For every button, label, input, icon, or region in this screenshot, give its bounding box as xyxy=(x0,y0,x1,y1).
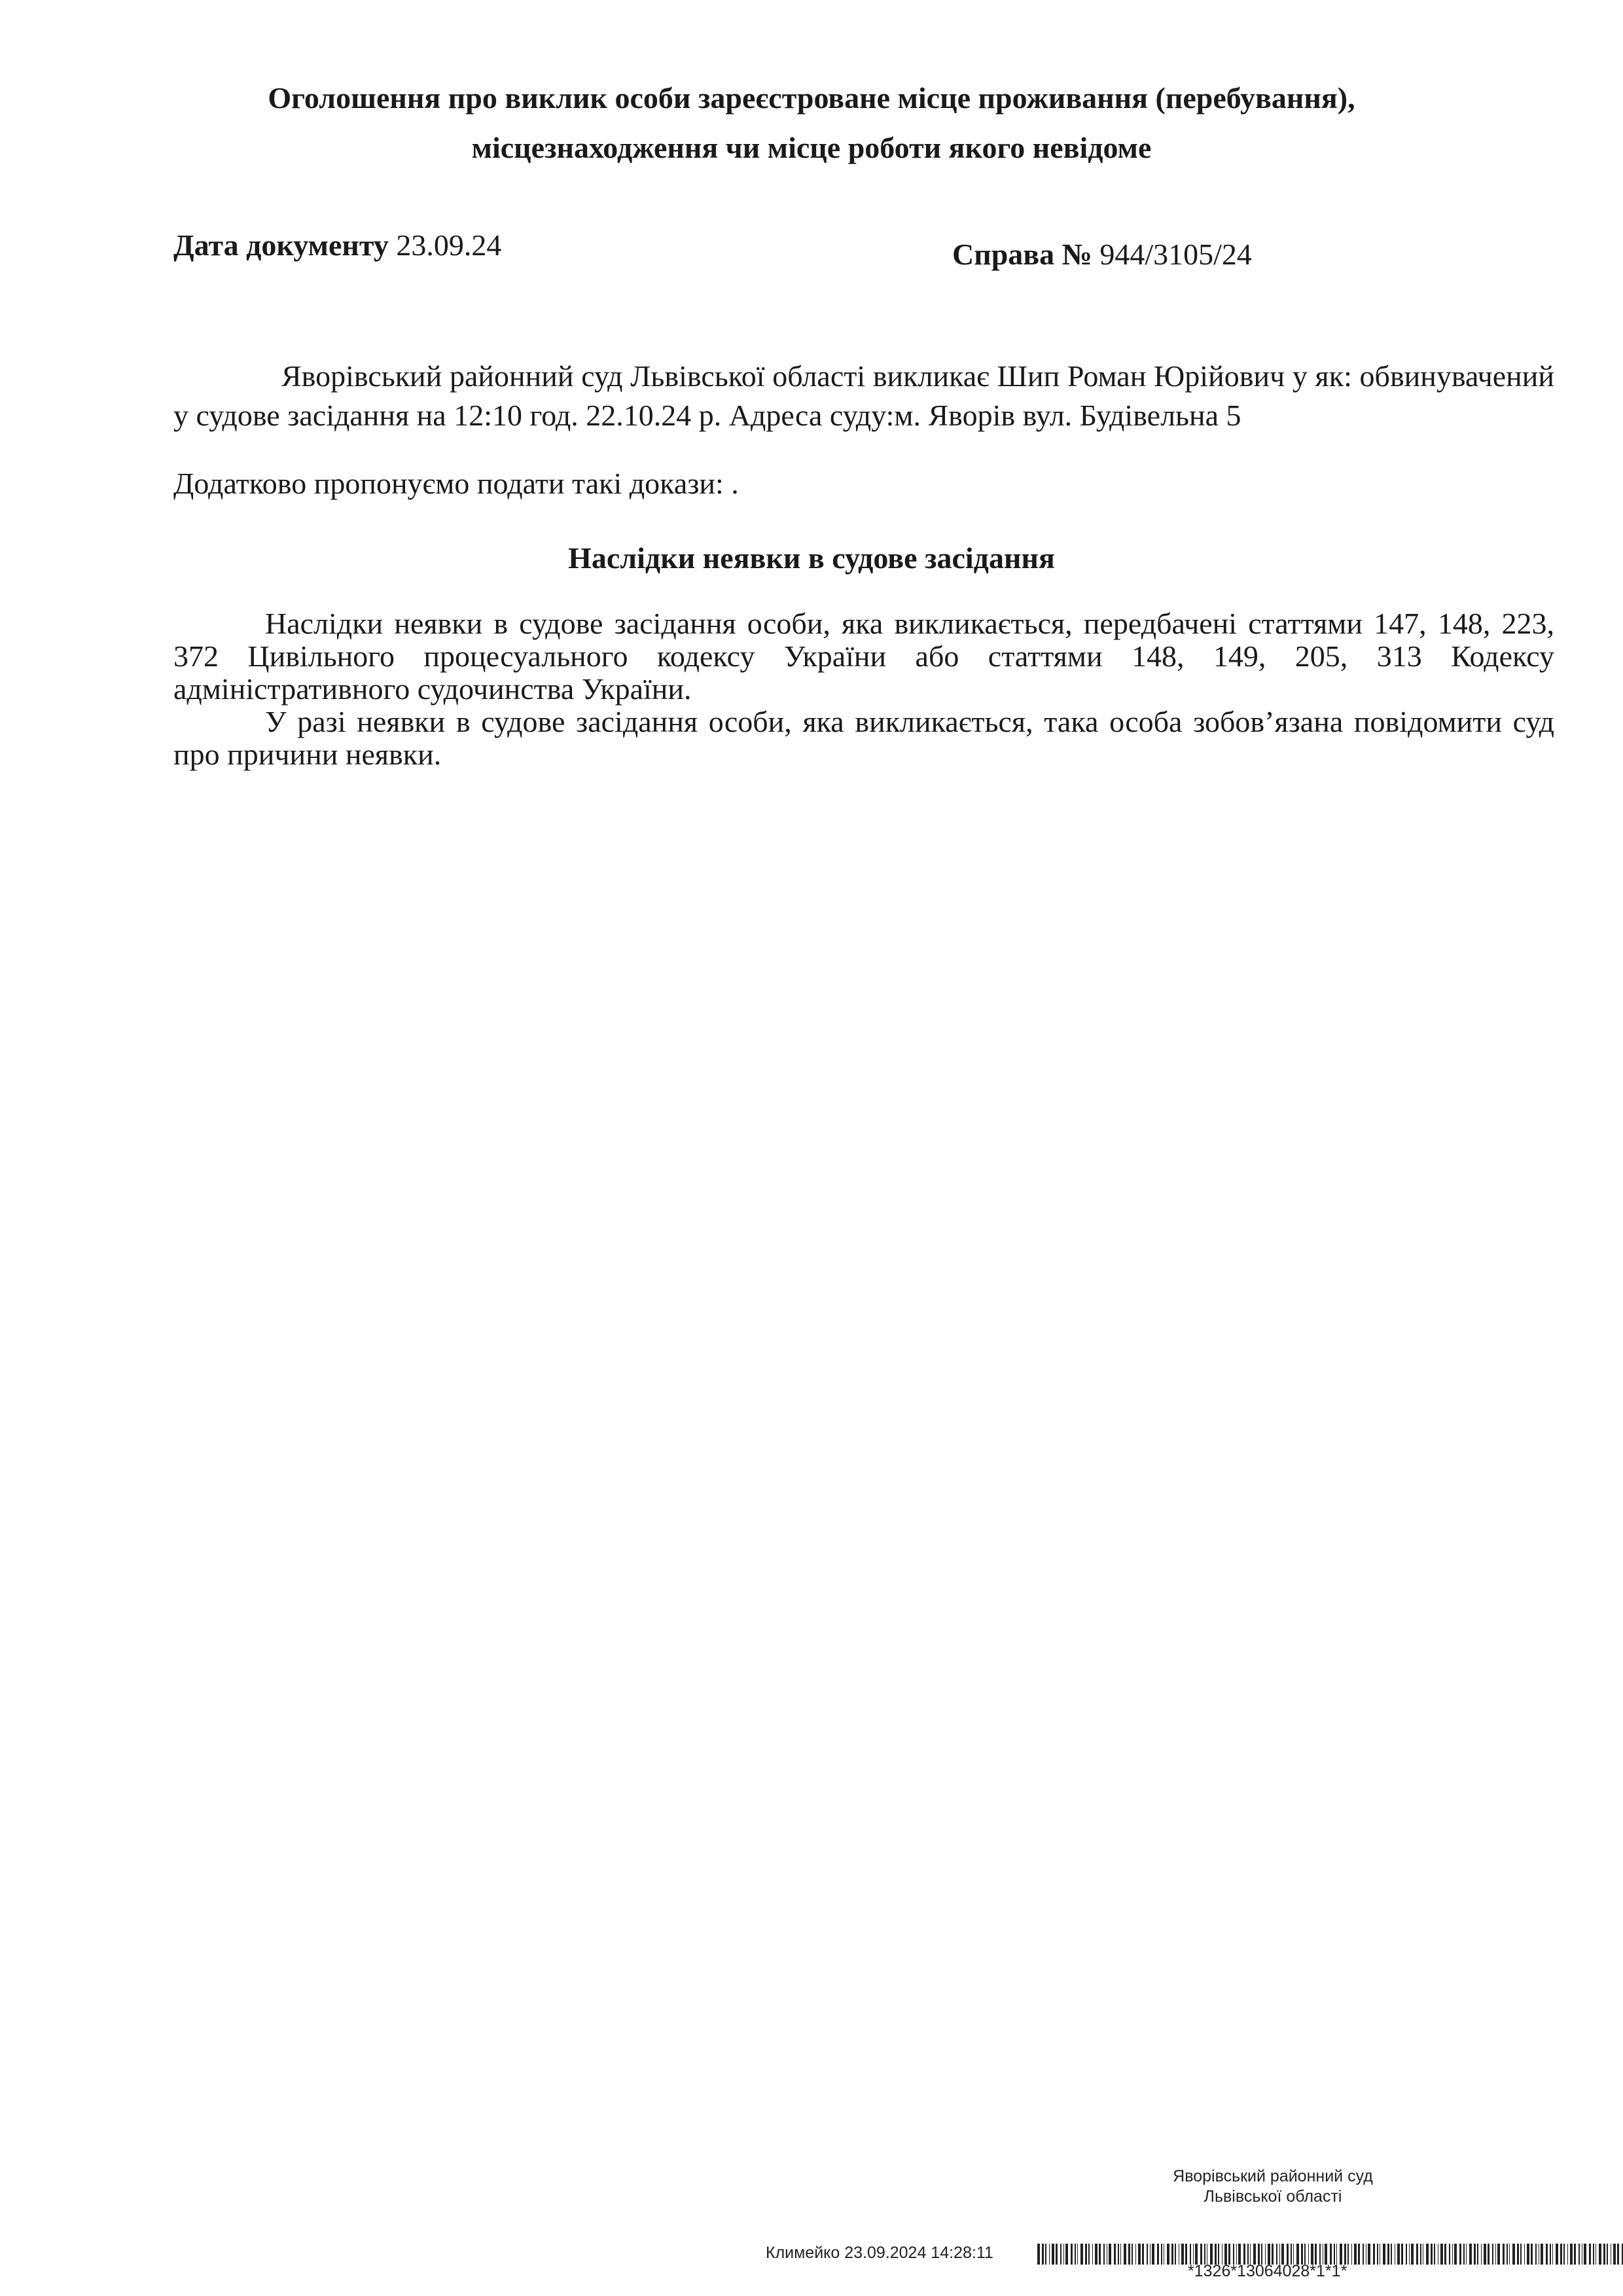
title-line-2: місцезнаходження чи місце роботи якого невідоме xyxy=(471,131,1152,164)
stamp-court-line-1: Яворівський районний суд xyxy=(1173,2167,1373,2185)
consequences-block xyxy=(173,607,1554,771)
summons-text: Яворівський районний суд Львівської області викликає Шип Роман Юрійович у як: обвинувачений у судове засідання на 12:10 год. 22.10.24 р. Адреса суду:м. Яворів вул. Будівельна 5 xyxy=(173,359,1554,432)
date-label: Дата документу xyxy=(173,228,389,262)
registration-stamp xyxy=(766,2166,1564,2280)
document-date xyxy=(173,228,501,262)
stamp-code: *1326*13064028*1*1* xyxy=(1188,2262,1347,2280)
consequences-title: Наслідки неявки в судове засідання xyxy=(568,541,1055,575)
case-number xyxy=(952,237,1252,272)
case-value: 944/3105/24 xyxy=(1099,238,1252,271)
evidence-text: Додатково пропонуємо подати такі докази: . xyxy=(173,467,739,500)
stamp-signer: Климейко 23.09.2024 14:28:11 xyxy=(766,2244,993,2262)
case-label: Справа № xyxy=(952,238,1092,271)
announcement-title xyxy=(196,73,1427,173)
stamp-court-line-2: Львівської області xyxy=(1204,2187,1342,2206)
title-line-1: Оголошення про виклик особи зареєстроване місце проживання (перебування), xyxy=(268,81,1355,115)
date-value: 23.09.24 xyxy=(396,228,502,262)
summons-block xyxy=(173,357,1554,435)
stamp-court xyxy=(1162,2166,1384,2207)
consequences-paragraph-1: Наслідки неявки в судове засідання особи, яка викликається, передбачені статтями 147, 148, 223, 372 Цивільного процесуального кодексу України або статтями 148, 149, 205, 313 Кодексу адміністративного судочинства України. xyxy=(173,607,1554,706)
consequences-paragraph-2: У разі неявки в судове засідання особи, яка викликається, така особа зобов’язана повідомити суд про причини неявки. xyxy=(173,705,1554,771)
